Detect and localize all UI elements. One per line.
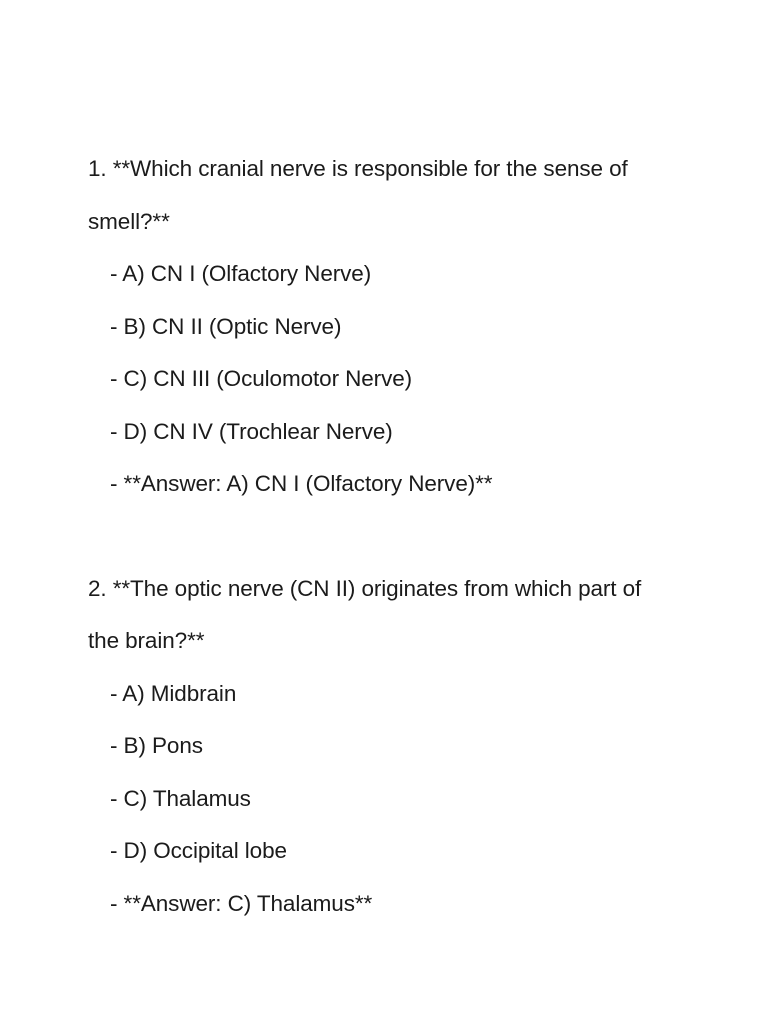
option-item: - A) Midbrain <box>110 680 237 706</box>
question-prompt: 2. **The optic nerve (CN II) originates from which part of the brain?** <box>88 575 642 653</box>
question-block-2 <box>88 563 650 931</box>
answer-item: - **Answer: C) Thalamus** <box>110 890 373 916</box>
option-list <box>88 248 650 511</box>
option-list <box>88 668 650 931</box>
option-item: - C) CN III (Oculomotor Nerve) <box>110 366 413 391</box>
option-item: - B) Pons <box>110 733 203 758</box>
option-item: - D) Occipital lobe <box>110 838 287 863</box>
option-item: - A) CN I (Olfactory Nerve) <box>110 261 372 286</box>
option-item: - C) Thalamus <box>110 785 251 811</box>
answer-item: - **Answer: A) CN I (Olfactory Nerve)** <box>110 471 493 496</box>
option-item: - B) CN II (Optic Nerve) <box>110 313 342 339</box>
question-block-1 <box>88 143 650 511</box>
option-item: - D) CN IV (Trochlear Nerve) <box>110 418 393 444</box>
question-prompt: 1. **Which cranial nerve is responsible for the sense of smell?** <box>88 156 628 234</box>
